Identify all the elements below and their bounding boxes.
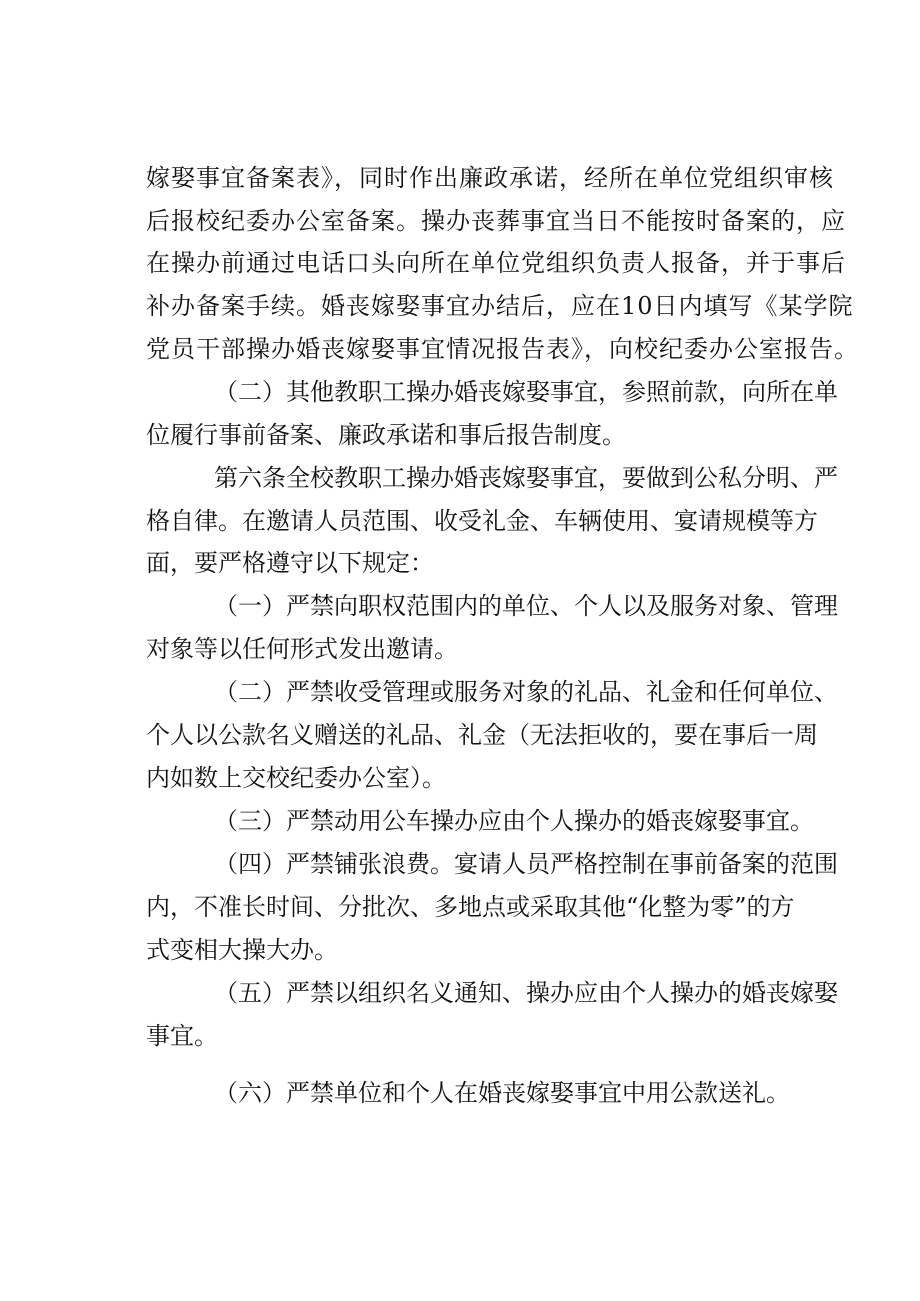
paragraph-line: 位履行事前备案、廉政承诺和事后报告制度。 bbox=[146, 421, 626, 449]
paragraph-line: （四）严禁铺张浪费。宴请人员严格控制在事前备案的范围 bbox=[214, 850, 838, 878]
paragraph-line: （五）严禁以组织名义通知、操办应由个人操办的婚丧嫁娶 bbox=[214, 979, 838, 1007]
paragraph-line: 事宜。 bbox=[146, 1022, 218, 1050]
paragraph-line: 后报校纪委办公室备案。操办丧葬事宜当日不能按时备案的，应 bbox=[146, 207, 846, 235]
paragraph-line: （三）严禁动用公车操办应由个人操办的婚丧嫁娶事宜。 bbox=[214, 807, 814, 835]
paragraph-line: 内如数上交校纪委办公室）。 bbox=[146, 764, 446, 792]
paragraph-line: 格自律。在邀请人员范围、收受礼金、车辆使用、宴请规模等方 bbox=[146, 507, 818, 535]
paragraph-line: 党员干部操办婚丧嫁娶事宜情况报告表》，向校纪委办公室报告。 bbox=[146, 335, 859, 363]
paragraph-line: 补办备案手续。婚丧嫁娶事宜办结后，应在10日内填写《某学院 bbox=[146, 292, 854, 320]
paragraph-line: 式变相大操大办。 bbox=[146, 936, 338, 964]
paragraph-line: 个人以公款名义赠送的礼品、礼金（无法拒收的，要在事后一周 bbox=[146, 721, 818, 749]
paragraph-line: （二）其他教职工操办婚丧嫁娶事宜，参照前款，向所在单 bbox=[214, 378, 838, 406]
paragraph-line: 对象等以任何形式发出邀请。 bbox=[146, 635, 458, 663]
paragraph-line: 面，要严格遵守以下规定： bbox=[146, 549, 434, 577]
paragraph-line: （二）严禁收受管理或服务对象的礼品、礼金和任何单位、 bbox=[214, 678, 838, 706]
paragraph-line: （一）严禁向职权范围内的单位、个人以及服务对象、管理 bbox=[214, 592, 838, 620]
paragraph-line: 在操办前通过电话口头向所在单位党组织负责人报备，并于事后 bbox=[146, 249, 846, 277]
article-heading-line: 第六条全校教职工操办婚丧嫁娶事宜，要做到公私分明、严 bbox=[214, 464, 838, 492]
paragraph-line: 嫁娶事宜备案表》，同时作出廉政承诺，经所在单位党组织审核 bbox=[146, 164, 834, 192]
paragraph-line: 内，不准长时间、分批次、多地点或采取其他“化整为零”的方 bbox=[146, 893, 795, 921]
paragraph-line: （六）严禁单位和个人在婚丧嫁娶事宜中用公款送礼。 bbox=[214, 1079, 790, 1107]
